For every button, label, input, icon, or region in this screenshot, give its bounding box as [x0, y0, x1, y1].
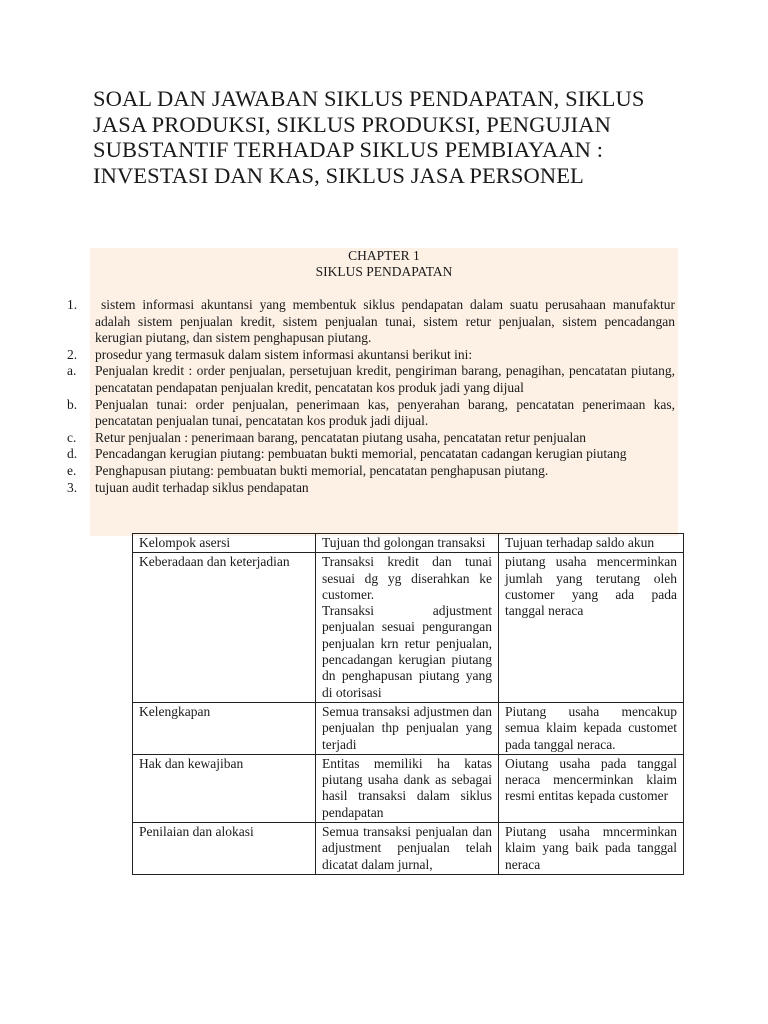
table-cell: Semua transaksi penjualan dan adjustment penjualan telah dicatat dalam jurnal,: [316, 823, 499, 875]
list-marker: b.: [67, 396, 78, 412]
list-item: [67, 463, 675, 480]
list-marker: d.: [67, 446, 78, 462]
list-item-text: prosedur yang termasuk dalam sistem informasi akuntansi berikut ini:: [95, 346, 473, 362]
table-cell: piutang usaha mencerminkan jumlah yang terutang oleh customer yang ada pada tanggal neraca: [499, 553, 684, 703]
list-item: [67, 446, 675, 463]
table-cell: Oiutang usaha pada tanggal neraca mencerminkan klaim resmi entitas kepada customer: [499, 754, 684, 822]
list-marker: 1.: [67, 297, 78, 312]
table-row: [133, 823, 684, 875]
list-marker: c.: [67, 429, 77, 445]
list-item: [67, 397, 675, 430]
list-item: [67, 480, 675, 497]
table-row: [133, 553, 684, 703]
table-cell: Piutang usaha mncerminkan klaim yang baik pada tanggal neraca: [499, 823, 684, 875]
list-item-text: Pencadangan kerugian piutang: pembuatan bukti memorial, pencatatan cadangan kerugian piutang: [95, 446, 627, 462]
table-cell: Keberadaan dan keterjadian: [133, 553, 316, 703]
table-cell: Penilaian dan alokasi: [133, 823, 316, 875]
list-item: [67, 347, 675, 364]
table-cell: Entitas memiliki ha katas piutang usaha dank as sebagai hasil transaksi dalam siklus pendapatan: [316, 754, 499, 822]
list-item-text: Penghapusan piutang: pembuatan bukti memorial, pencatatan penghapusan piutang.: [95, 462, 549, 478]
table-cell: Semua transaksi adjustmen dan penjualan thp penjualan yang terjadi: [316, 702, 499, 754]
list-item: [67, 363, 675, 396]
list-item-text: Retur penjualan : penerimaan barang, pencatatan piutang usaha, pencatatan retur penjualan: [95, 429, 587, 445]
list-marker: 3.: [67, 479, 78, 495]
list-item-text: tujuan audit terhadap siklus pendapatan: [95, 479, 309, 495]
chapter-name: SIKLUS PENDAPATAN: [315, 264, 453, 279]
list-marker: 2.: [67, 346, 78, 362]
table-cell: Piutang usaha mencakup semua klaim kepada customet pada tanggal neraca.: [499, 702, 684, 754]
list-item-text: Penjualan kredit : order penjualan, persetujuan kredit, pengiriman barang, penagihan, pencatatan piutang, pencatatan pendapatan penjualan kredit, pencatatan kos produk jadi yang dijual: [95, 363, 675, 395]
list-marker: a.: [67, 363, 77, 379]
table-header-cell: Kelompok asersi: [133, 534, 316, 553]
page-title: SOAL DAN JAWABAN SIKLUS PENDAPATAN, SIKLUS JASA PRODUKSI, SIKLUS PRODUKSI, PENGUJIAN SUBSTANTIF TERHADAP SIKLUS PEMBIAYAAN : INVESTASI DAN KAS, SIKLUS JASA PERSONEL: [93, 86, 645, 188]
answer-list: [67, 297, 675, 496]
list-marker: e.: [67, 462, 77, 478]
audit-objectives-table: [132, 533, 684, 875]
table-header-cell: Tujuan terhadap saldo akun: [499, 534, 684, 553]
chapter-label: CHAPTER 1: [348, 248, 420, 263]
table-cell: Transaksi kredit dan tunai sesuai dg yg diserahkan ke customer. Transaksi adjustment penjualan sesuai pengurangan penjualan krn retur penjualan, pencadangan kerugian piutang dn penghapusan piutang yang di otorisasi: [316, 553, 499, 703]
list-item: [67, 430, 675, 447]
chapter-heading: [90, 248, 678, 280]
table-header-cell: Tujuan thd golongan transaksi: [316, 534, 499, 553]
table-row: [133, 754, 684, 822]
list-item-text: sistem informasi akuntansi yang membentuk siklus pendapatan dalam suatu perusahaan manufaktur adalah sistem penjualan kredit, sistem penjualan tunai, sistem retur penjualan, sistem pencadangan kerugian piutang, dan sistem penghapusan piutang.: [95, 297, 675, 346]
table-header-row: [133, 534, 684, 553]
table-cell: Hak dan kewajiban: [133, 754, 316, 822]
table-cell: Kelengkapan: [133, 702, 316, 754]
list-item: [67, 297, 675, 347]
table-row: [133, 702, 684, 754]
list-item-text: Penjualan tunai: order penjualan, penerimaan kas, penyerahan barang, pencatatan penerimaan kas, pencatatan penjualan tunai, pencatatan kos produk jadi dijual.: [95, 396, 675, 429]
